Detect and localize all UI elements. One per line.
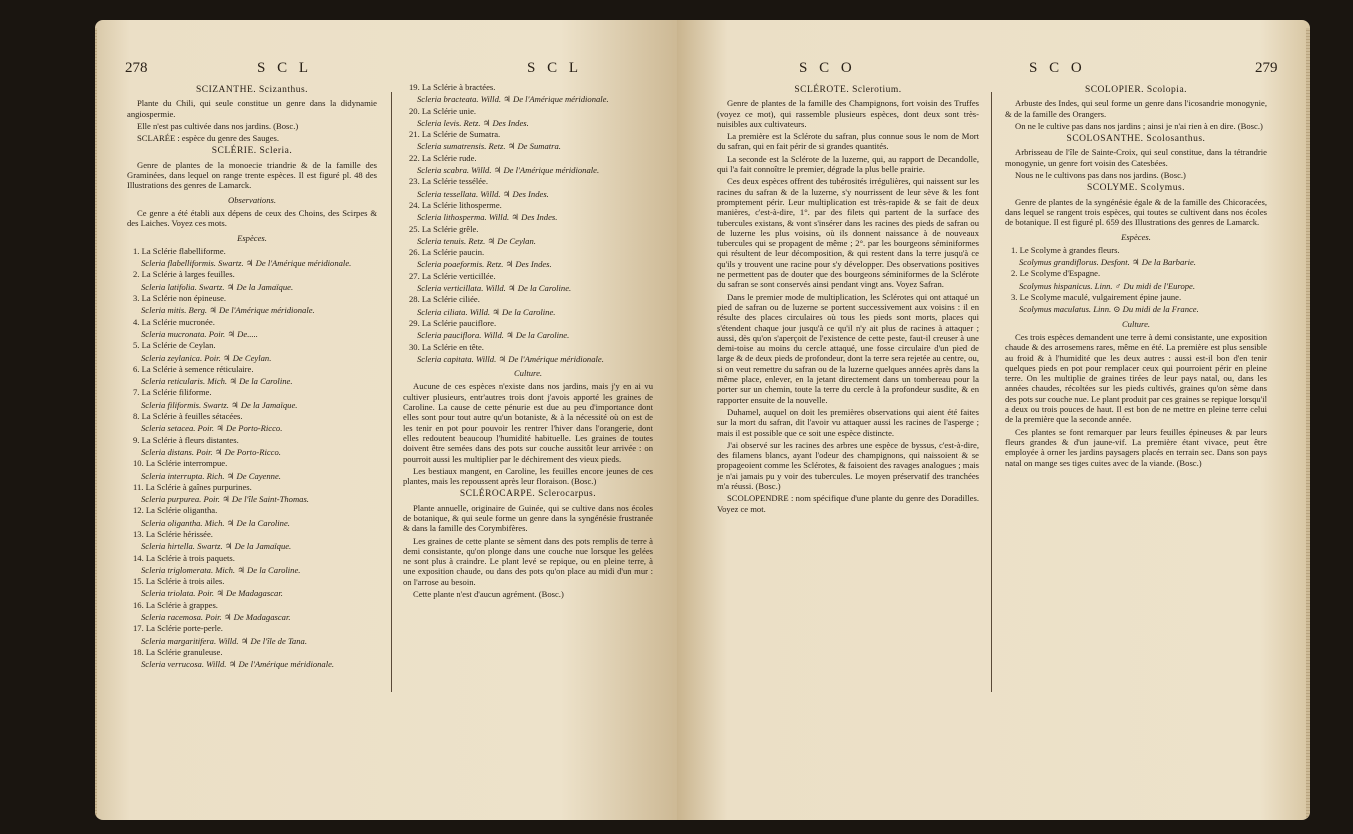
text-paragraph: 12. La Sclérie oligantha.	[133, 505, 218, 516]
entry-heading: SCIZANTHE. Scizanthus.	[195, 85, 309, 95]
text-paragraph: 14. La Sclérie à trois paquets.	[133, 552, 235, 563]
right-column-1	[717, 82, 979, 516]
page-number-left: 278	[125, 60, 148, 76]
right-page	[677, 20, 1310, 820]
text-paragraph: La première est la Sclérote du safran, plus connue sous le nom de Mort du safran, qui en fait périr de si grandes quantités.	[717, 131, 979, 152]
text-paragraph: 11. La Sclérie à gaînes purpurines.	[133, 481, 252, 492]
text-paragraph: 8. La Sclérie à feuilles sétacées.	[133, 411, 243, 422]
text-paragraph: Scleria oligantha. Mich. ♃ De la Caroline.	[141, 517, 290, 528]
text-paragraph: Arbuste des Indes, qui seul forme un genre dans l'icosandrie monogynie, & de la famille des Orangers.	[1005, 98, 1267, 119]
entry-heading: SCOLOPIER. Scolopia.	[1084, 85, 1188, 95]
text-paragraph: Scleria verrucosa. Willd. ♃ De l'Amérique méridionale.	[141, 659, 335, 670]
text-paragraph: Nous ne le cultivons pas dans nos jardins. (Bosc.)	[1015, 170, 1186, 181]
text-paragraph: La seconde est la Sclérote de la luzerne, qui, au rapport de Decandolle, qui l'a fait connoître le premier, dégrade la plus belle prairie.	[717, 153, 979, 175]
section-subheading: Culture.	[513, 368, 543, 379]
text-paragraph: 6. La Sclérie à semence réticulaire.	[133, 363, 254, 374]
text-paragraph: Genre de plantes de la famille des Champignons, fort voisin des Truffes (voyez ce mot), qui rassemble plusieurs espèces, dont deux sont très-nuisibles aux cultivateurs.	[717, 98, 979, 129]
text-paragraph: 30. La Sclérie en tête.	[409, 341, 484, 352]
text-paragraph: 3. La Sclérie non épineuse.	[133, 293, 227, 304]
text-paragraph: Scleria triolata. Poir. ♃ De Madagascar.	[141, 588, 283, 599]
text-paragraph: J'ai observé sur les racines des arbres une espèce de byssus, c'est-à-dire, des filamens blancs, ayant l'odeur des champignons, qui naissoient & se propageoient comme les Sclérotes, & faisoient des ravages analogues ; mais je n'ai jamais pu y voir des tubercules. Le moyen préservatif des tranchées m'a réussi. (Bosc.)	[717, 439, 979, 491]
text-paragraph: Scleria setacea. Poir. ♃ De Porto-Ricco.	[141, 423, 283, 434]
text-paragraph: 23. La Sclérie tessélée.	[409, 176, 488, 187]
section-subheading: Espèces.	[237, 232, 267, 243]
text-paragraph: Scleria purpurea. Poir. ♃ De l'île Saint-Thomas.	[141, 494, 309, 505]
text-paragraph: Scleria latifolia. Swartz. ♃ De la Jamaïque.	[141, 281, 294, 292]
text-paragraph: 19. La Sclérie à bractées.	[409, 82, 496, 92]
text-paragraph: 2. La Sclérie à larges feuilles.	[133, 269, 235, 280]
text-paragraph: Scleria lithosperma. Willd. ♃ Des Indes.	[417, 212, 558, 223]
text-paragraph: Scleria bracteata. Willd. ♃ De l'Amérique méridionale.	[417, 94, 609, 105]
left-column-2	[403, 82, 653, 601]
section-subheading: Culture.	[1121, 318, 1151, 329]
text-paragraph: 1. La Sclérie flabelliforme.	[133, 245, 226, 256]
text-paragraph: 29. La Sclérie pauciflore.	[409, 317, 497, 328]
text-paragraph: 18. La Sclérie granuleuse.	[133, 646, 223, 657]
running-head-left-1: S C L	[257, 60, 313, 76]
text-paragraph: 10. La Sclérie interrompue.	[133, 458, 228, 469]
entry-heading: SCLÉRIE. Scleria.	[211, 146, 293, 157]
column-divider	[991, 92, 992, 692]
column-divider	[391, 92, 392, 692]
text-paragraph: Ces deux espèces offrent des tubérosités irrégulières, qui naissent sur les racines du safran & de la luzerne, s'y nourrissent de leur sève & les font promptement périr. Leur multiplication est très-rapide & se fait de deux manières, c'est-à-dire, 1°. par des filets qui partent de la surface des tubercules existans, & vont s'insérer dans les racines des pieds de safran ou de luzerne les plus voisins, où ils donnent naissance à de nouveaux tubercules qui se propagent de même ; 2°. par les bourgeons séminiformes qui résultent de leur décomposition, & qui restent dans la terre jusqu'à ce qu'ils y trouvent une racine pour s'y développer. Des observations positives ne permettent pas de douter que des bourgeons séminiformes de la Sclérote du safran se sont conservés ainsi pendant vingt ans. Voyez Safran.	[717, 176, 979, 290]
text-paragraph: Arbrisseau de l'île de Sainte-Croix, qui seul constitue, dans la tétrandrie monogynie, un genre fort voisin des Catesbées.	[1005, 147, 1267, 168]
page-number-right: 279	[1255, 60, 1278, 76]
text-paragraph: Ces trois espèces demandent une terre à demi consistante, une exposition chaude & des arrosemens rares, même en été. La première est plus sensible au froid & à l'humidité que les deux autres : aussi est-il bon d'en tenir quelques pieds en pot pour remplacer ceux qui pourroient périr en pleine terre. On les multiplie de graines tirées de leur pays natal, ou, dans les années chaudes, récoltées sur les pieds cultivés, graines qu'on sème dans des pots sur couche nue. Le plant produit par ces graines se repique lorsqu'il a deux ou trois pouces de haut. Il est bon de ne mettre en pleine terre celui de la première que la seconde année.	[1005, 331, 1267, 425]
text-paragraph: Scleria reticularis. Mich. ♃ De la Caroline.	[141, 376, 293, 387]
text-paragraph: Scleria distans. Poir. ♃ De Porto-Ricco.	[141, 446, 281, 457]
text-paragraph: Plante annuelle, originaire de Guinée, qui se cultive dans nos écoles de botanique, & qui seule forme un genre dans la syngénésie frustranée & dans la famille des Corymbifères.	[403, 502, 653, 534]
section-subheading: Observations.	[228, 194, 276, 205]
text-paragraph: Plante du Chili, qui seule constitue un genre dans la didynamie angiospermie.	[127, 98, 377, 119]
text-paragraph: Cette plante n'est d'aucun agrément. (Bosc.)	[413, 589, 564, 600]
text-paragraph: Les graines de cette plante se sèment dans des pots remplis de terre à demi consistante, qu'on plonge dans une couche nue lorsque les gelées ne sont plus à craindre. Le plant levé se repique, ou en pleine terre, à une exposition chaude, ou dans des pots qu'on place au midi d'un mur : on l'arrose au besoin.	[403, 535, 653, 587]
open-book	[95, 20, 1310, 820]
text-paragraph: 17. La Sclérie porte-perle.	[133, 623, 223, 634]
text-paragraph: Les bestiaux mangent, en Caroline, les feuilles encore jeunes de ces plantes, mais les repoussent après leur floraison. (Bosc.)	[403, 465, 653, 487]
text-paragraph: Scleria mitis. Berg. ♃ De l'Amérique méridionale.	[141, 305, 315, 316]
text-paragraph: Genre de plantes de la monoecie triandrie & de la famille des Graminées, dans lequel on range trente espèces. Il est figuré pl. 48 des Illustrations des genres de Lamarck.	[127, 159, 377, 191]
text-paragraph: Scleria sumatrensis. Retz. ♃ De Sumatra.	[417, 141, 561, 152]
left-column-1	[127, 82, 377, 671]
text-paragraph: 16. La Sclérie à grappes.	[133, 599, 218, 610]
text-paragraph: 3. Le Scolyme maculé, vulgairement épine jaune.	[1011, 292, 1182, 303]
text-paragraph: Ce genre a été établi aux dépens de ceux des Choins, des Scirpes & des Laiches. Voyez ces mots.	[127, 207, 377, 229]
text-paragraph: Scleria tenuis. Retz. ♃ De Ceylan.	[417, 235, 536, 246]
text-paragraph: Scleria scabra. Willd. ♃ De l'Amérique méridionale.	[417, 165, 600, 176]
running-head-right-1: S C O	[799, 60, 856, 76]
text-paragraph: 22. La Sclérie rude.	[409, 152, 477, 163]
right-column-2	[1005, 82, 1267, 470]
page-edge-left	[95, 28, 97, 818]
running-head-left-2: S C L	[527, 60, 583, 76]
text-paragraph: Scleria ciliata. Willd. ♃ De la Caroline.	[417, 306, 556, 317]
text-paragraph: 4. La Sclérie mucronée.	[133, 316, 215, 327]
text-paragraph: Scleria interrupta. Rich. ♃ De Cayenne.	[141, 470, 281, 481]
text-paragraph: 5. La Sclérie de Ceylan.	[133, 340, 216, 351]
entry-heading: SCOLYME. Scolymus.	[1086, 183, 1186, 194]
entry-heading: SCLÉROTE. Sclerotium.	[794, 85, 902, 95]
text-paragraph: 20. La Sclérie unie.	[409, 105, 477, 116]
text-paragraph: Scleria mucronata. Poir. ♃ De.....	[141, 328, 258, 339]
text-paragraph: 9. La Sclérie à fleurs distantes.	[133, 434, 239, 445]
text-paragraph: Elle n'est pas cultivée dans nos jardins. (Bosc.)	[137, 120, 299, 131]
running-head-right-2: S C O	[1029, 60, 1086, 76]
text-paragraph: 21. La Sclérie de Sumatra.	[409, 129, 501, 140]
text-paragraph: 28. La Sclérie ciliée.	[409, 294, 480, 305]
text-paragraph: Scolymus grandiflorus. Desfont. ♃ De la Barbarie.	[1019, 257, 1196, 268]
text-paragraph: Scleria hirtella. Swartz. ♃ De la Jamaïque.	[141, 541, 292, 552]
section-subheading: Espèces.	[1121, 231, 1151, 242]
text-paragraph: Scleria filiformis. Swartz. ♃ De la Jamaïque.	[141, 399, 298, 410]
text-paragraph: Scleria poaeformis. Retz. ♃ Des Indes.	[417, 259, 552, 270]
text-paragraph: Scolymus hispanicus. Linn. ♂ Du midi de l'Europe.	[1019, 280, 1196, 291]
text-paragraph: On ne le cultive pas dans nos jardins ; ainsi je n'ai rien à en dire. (Bosc.)	[1015, 120, 1263, 131]
page-edge-right	[1306, 28, 1310, 818]
text-paragraph: Scleria verticillata. Willd. ♃ De la Caroline.	[417, 283, 572, 294]
text-paragraph: 2. Le Scolyme d'Espagne.	[1011, 268, 1101, 279]
text-paragraph: Scleria capitata. Willd. ♃ De l'Amérique méridionale.	[417, 353, 604, 364]
text-paragraph: 26. La Sclérie paucin.	[409, 247, 485, 258]
text-paragraph: Scleria triglomerata. Mich. ♃ De la Caroline.	[141, 564, 301, 575]
text-paragraph: 1. Le Scolyme à grandes fleurs.	[1011, 244, 1120, 255]
text-paragraph: 13. La Sclérie hérissée.	[133, 528, 213, 539]
text-paragraph: 25. La Sclérie grêle.	[409, 223, 479, 234]
entry-heading: SCOLOSANTHE. Scolosanthus.	[1066, 134, 1206, 145]
entry-heading: SCLÉROCARPE. Sclerocarpus.	[459, 489, 597, 500]
text-paragraph: Scleria margaritifera. Willd. ♃ De l'île de Tana.	[141, 635, 307, 646]
text-paragraph: Ces plantes se font remarquer par leurs feuilles épineuses & par leurs fleurs grandes & d'un jaune-vif. La première étant vivace, peut être employée à orner les jardins paysagers placés en terrain sec. Dans son pays natal on mange ses tiges cuites avec de la viande. (Bosc.)	[1005, 426, 1267, 468]
text-paragraph: Scleria pauciflora. Willd. ♃ De la Caroline.	[417, 330, 570, 341]
left-page	[95, 20, 677, 820]
text-paragraph: 27. La Sclérie verticillée.	[409, 270, 496, 281]
text-paragraph: 24. La Sclérie lithosperme.	[409, 199, 502, 210]
text-paragraph: Genre de plantes de la syngénésie égale & de la famille des Chicoracées, dans lequel se rangent trois espèces, qui toutes se cultivent dans nos écoles de botanique. Il est figuré pl. 659 des Illustrations des genres de Lamarck.	[1005, 196, 1267, 228]
text-paragraph: Scolymus maculatus. Linn. ⊙ Du midi de la France.	[1019, 304, 1199, 315]
text-paragraph: 15. La Sclérie à trois ailes.	[133, 576, 225, 587]
text-paragraph: Dans le premier mode de multiplication, les Sclérotes qui ont attaqué un pied de safran ou de luzerne se portent successivement aux voisins : il en résulte des places circulaires où tous les pieds sont morts, places qui s'étendent chaque jour jusqu'à ce qu'il n'y ait plus de racines à attaquer ; aussi, dès qu'on s'aperçoit de l'existence de cette peste, faut-il creuser à une demi-toise au moins du cercle attaqué, une fosse circulaire d'un pied de large & de deux pieds de profondeur, dont la terre sera rejetée au centre, ou, si on veut remettre du safran ou de la luzerne quelques années après dans la même place, enlever, en la jetant directement dans un tombereau pour la porter sur un chemin, toute la terre du cercle à la profondeur susdite, & en rapporter ensuite de la nouvelle.	[717, 291, 979, 405]
text-paragraph: 7. La Sclérie filiforme.	[133, 387, 212, 398]
text-paragraph: Scleria racemosa. Poir. ♃ De Madagascar.	[141, 612, 291, 623]
text-paragraph: Aucune de ces espèces n'existe dans nos jardins, mais j'y en ai vu cultiver plusieurs, entr'autres trois dont j'avois apporté les graines de Caroline. La cause de cette pénurie est due au peu d'importance dont elles sont pour tout autre qu'un botaniste, & à la nécessité où on est de les tenir en pot pour pouvoir les rentrer l'hiver dans l'orangerie, dont elles redoutent beaucoup l'humidité habituelle. Les graines de toutes doivent être semées dans des pots sur couche aussitôt leur arrivée : on pourroit aussi les multiplier par le déchirement des vieux pieds.	[403, 381, 653, 464]
text-paragraph: Scleria levis. Retz. ♃ Des Indes.	[417, 117, 529, 128]
text-paragraph: SCOLOPENDRE : nom spécifique d'une plante du genre des Doradilles. Voyez ce mot.	[717, 493, 979, 514]
text-paragraph: Scleria flabelliformis. Swartz. ♃ De l'Amérique méridionale.	[141, 258, 352, 269]
text-paragraph: Duhamel, auquel on doit les premières observations qui aient été faites sur la mort du safran, dit l'avoir vu attaquer aussi les racines de l'asperge ; mais il est possible que ce soit une espèce distincte.	[717, 406, 979, 438]
text-paragraph: Scleria tessellata. Willd. ♃ Des Indes.	[417, 188, 549, 199]
text-paragraph: Scleria zeylanica. Poir. ♃ De Ceylan.	[141, 352, 272, 363]
text-paragraph: SCLARÉE : espèce du genre des Sauges.	[137, 133, 280, 144]
